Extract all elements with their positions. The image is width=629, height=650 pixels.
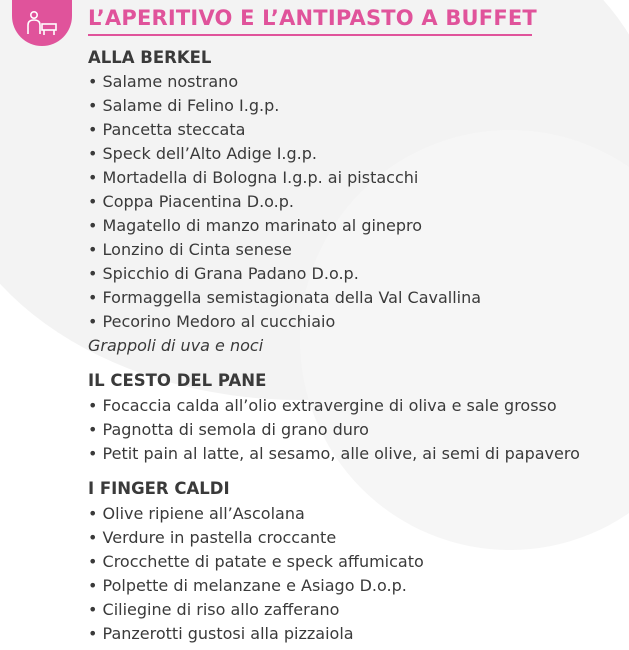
list-item: • Spicchio di Grana Padano D.o.p.: [88, 264, 359, 283]
section-title-finger-caldi: I FINGER CALDI: [88, 479, 230, 498]
list-item: • Polpette di melanzane e Asiago D.o.p.: [88, 576, 407, 595]
list-item: • Petit pain al latte, al sesamo, alle olive, ai semi di papavero: [88, 444, 580, 463]
list-item: • Pancetta steccata: [88, 120, 246, 139]
list-item: • Focaccia calda all’olio extravergine di oliva e sale grosso: [88, 396, 557, 415]
list-item: • Crocchette di patate e speck affumicato: [88, 552, 424, 571]
list-item: • Pagnotta di semola di grano duro: [88, 420, 369, 439]
section-title-cesto-del-pane: IL CESTO DEL PANE: [88, 371, 267, 390]
list-item: • Ciliegine di riso allo zafferano: [88, 600, 340, 619]
list-item: • Salame di Felino I.g.p.: [88, 96, 280, 115]
list-item: • Mortadella di Bologna I.g.p. ai pistacchi: [88, 168, 419, 187]
title-underline: [88, 34, 532, 36]
list-item: • Magatello di manzo marinato al ginepro: [88, 216, 423, 235]
list-item: • Panzerotti gustosi alla pizzaiola: [88, 624, 354, 643]
list-item: • Coppa Piacentina D.o.p.: [88, 192, 295, 211]
list-item: • Verdure in pastella croccante: [88, 528, 337, 547]
buffet-people-icon-glyph: [25, 10, 59, 36]
list-item: • Pecorino Medoro al cucchiaio: [88, 312, 336, 331]
list-item: • Olive ripiene all’Ascolana: [88, 504, 305, 523]
list-item: • Lonzino di Cinta senese: [88, 240, 292, 259]
list-item: • Salame nostrano: [88, 72, 239, 91]
list-item: • Formaggella semistagionata della Val Cavallina: [88, 288, 482, 307]
section-title-alla-berkel: ALLA BERKEL: [88, 48, 212, 67]
list-item: • Speck dell’Alto Adige I.g.p.: [88, 144, 317, 163]
page-title: L’APERITIVO E L’ANTIPASTO A BUFFET: [88, 6, 537, 30]
section-note: Grappoli di uva e noci: [88, 336, 264, 355]
